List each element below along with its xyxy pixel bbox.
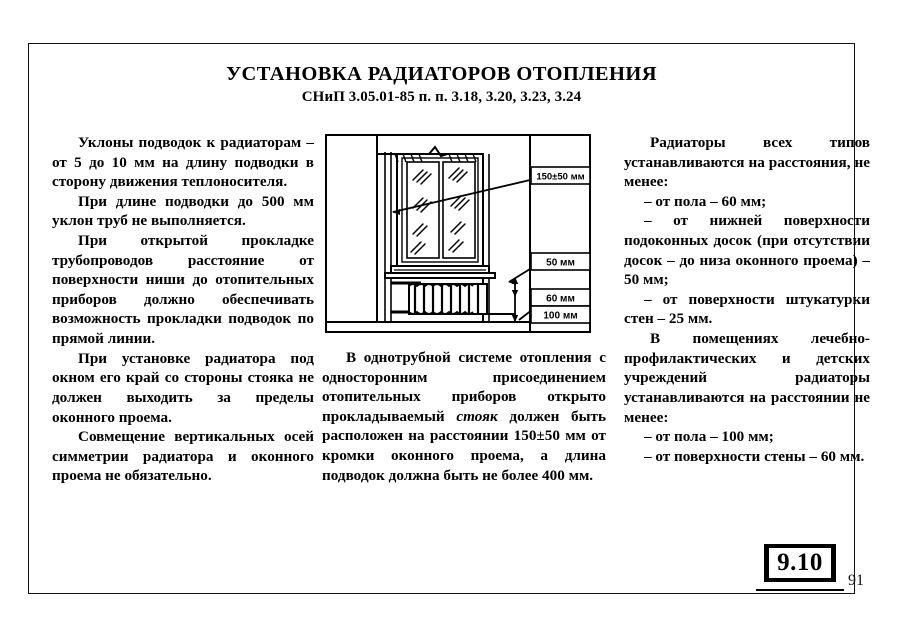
left-paragraph-4: При установке радиатора под окном его край со стороны стояка не должен выходить за пределы оконного проема. <box>52 349 314 426</box>
figure-badge-underline <box>756 589 844 591</box>
radiator-installation-diagram <box>325 134 591 333</box>
left-paragraph-3: При открытой прокладке трубопроводов расстояние от поверхности ниши до отопительных приборов должно обеспечивать возможность прокладки подводок по прямой линии. <box>52 232 314 348</box>
left-paragraph-1: Уклоны подводок к радиаторам – от 5 до 10 мм на длину подводки в сторону движения теплоносителя. <box>52 134 314 191</box>
figure-number-badge <box>764 544 836 582</box>
left-paragraph-2: При длине подводки до 500 мм уклон труб не выполняется. <box>52 192 314 230</box>
center-text-part-a: В однотрубной системе отопления с односторонним присоединением отопительных приборов открыто прокладываемый <box>322 349 606 425</box>
callout-50: 50 мм <box>546 257 575 269</box>
center-paragraph-1 <box>322 348 606 485</box>
right-item-floor-60: – от пола – 60 мм; <box>644 192 767 210</box>
right-text-column <box>624 133 870 466</box>
center-text-column <box>322 348 606 485</box>
callout-150-50: 150±50 мм <box>536 171 585 183</box>
right-item-floor-100: – от пола – 100 мм; <box>644 428 774 446</box>
title-block <box>28 62 855 106</box>
right-paragraph-1: Радиаторы всех типов устанавливаются на расстояния, не менее: <box>624 134 870 191</box>
right-item-wall-60: – от поверхности стены – 60 мм. <box>644 447 865 465</box>
right-item-sill-50: – от нижней поверхности подоконных досок (при отсутствии досок – до низа оконного проема) – 50 мм; <box>624 212 870 289</box>
page-title: УСТАНОВКА РАДИАТОРОВ ОТОПЛЕНИЯ <box>226 63 657 85</box>
page-number: 91 <box>848 572 864 589</box>
figure-number-label: 9.10 <box>768 547 832 579</box>
right-paragraph-5: В помещениях лечебно-профилактических и детских учреждений радиаторы устанавливаются на расстоянии не менее: <box>624 330 870 426</box>
page-subtitle: СНиП 3.05.01-85 п. п. 3.18, 3.20, 3.23, 3.24 <box>301 89 582 106</box>
center-text-part-b: должен быть расположен на расстоянии 150±50 мм от кромки оконного проема, а длина подводок должна быть не более 400 мм. <box>322 407 607 484</box>
left-paragraph-5: Совмещение вертикальных осей симметрии радиатора и оконного проема не обязательно. <box>52 428 314 485</box>
left-text-column <box>52 133 314 486</box>
callout-60: 60 мм <box>546 293 575 305</box>
callout-100: 100 мм <box>543 310 578 322</box>
center-text-italic: стояк <box>456 407 498 425</box>
right-item-wall-25: – от поверхности штукатурки стен – 25 мм. <box>624 290 870 328</box>
